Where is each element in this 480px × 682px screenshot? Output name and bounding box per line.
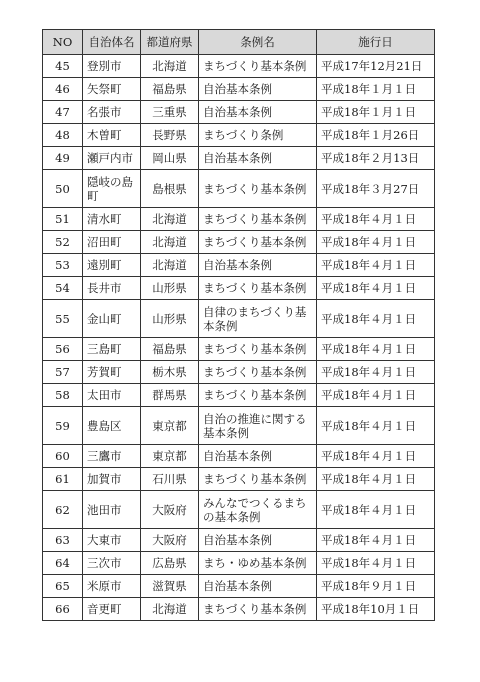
- municipality-cell: 米原市: [83, 575, 141, 598]
- effective-date-cell: 平成18年９月１日: [317, 575, 435, 598]
- ordinance-cell: まちづくり基本条例: [199, 170, 317, 208]
- table-row: [43, 170, 435, 208]
- prefecture-cell: 群馬県: [141, 384, 199, 407]
- table-row: [43, 208, 435, 231]
- prefecture-cell: 北海道: [141, 208, 199, 231]
- ordinance-cell: みんなでつくるまちの基本条例: [199, 491, 317, 529]
- effective-date-cell: 平成18年４月１日: [317, 468, 435, 491]
- header-row: [43, 30, 435, 55]
- table-row: [43, 124, 435, 147]
- effective-date-cell: 平成18年４月１日: [317, 491, 435, 529]
- prefecture-cell: 栃木県: [141, 361, 199, 384]
- row-number: 48: [43, 124, 83, 147]
- municipality-cell: 加賀市: [83, 468, 141, 491]
- table-row: [43, 101, 435, 124]
- row-number: 59: [43, 407, 83, 445]
- municipality-cell: 名張市: [83, 101, 141, 124]
- effective-date-cell: 平成18年４月１日: [317, 208, 435, 231]
- ordinance-cell: まちづくり条例: [199, 124, 317, 147]
- row-number: 56: [43, 338, 83, 361]
- table-row: [43, 55, 435, 78]
- prefecture-cell: 北海道: [141, 55, 199, 78]
- prefecture-cell: 長野県: [141, 124, 199, 147]
- row-number: 64: [43, 552, 83, 575]
- prefecture-cell: 広島県: [141, 552, 199, 575]
- prefecture-cell: 東京都: [141, 407, 199, 445]
- prefecture-cell: 福島県: [141, 78, 199, 101]
- ordinance-cell: まちづくり基本条例: [199, 208, 317, 231]
- ordinance-cell: 自律のまちづくり基本条例: [199, 300, 317, 338]
- ordinance-cell: まちづくり基本条例: [199, 361, 317, 384]
- row-number: 61: [43, 468, 83, 491]
- prefecture-cell: 滋賀県: [141, 575, 199, 598]
- table-row: [43, 384, 435, 407]
- municipality-cell: 音更町: [83, 598, 141, 621]
- header-effective-date: 施行日: [317, 30, 435, 55]
- prefecture-cell: 山形県: [141, 300, 199, 338]
- ordinance-cell: まちづくり基本条例: [199, 277, 317, 300]
- prefecture-cell: 大阪府: [141, 491, 199, 529]
- row-number: 52: [43, 231, 83, 254]
- effective-date-cell: 平成18年４月１日: [317, 445, 435, 468]
- table-row: [43, 468, 435, 491]
- prefecture-cell: 山形県: [141, 277, 199, 300]
- effective-date-cell: 平成18年４月１日: [317, 277, 435, 300]
- row-number: 65: [43, 575, 83, 598]
- ordinance-cell: 自治基本条例: [199, 529, 317, 552]
- prefecture-cell: 東京都: [141, 445, 199, 468]
- table-row: [43, 575, 435, 598]
- ordinance-cell: まちづくり基本条例: [199, 55, 317, 78]
- row-number: 58: [43, 384, 83, 407]
- table-row: [43, 552, 435, 575]
- row-number: 55: [43, 300, 83, 338]
- municipality-cell: 金山町: [83, 300, 141, 338]
- header-ordinance: 条例名: [199, 30, 317, 55]
- row-number: 62: [43, 491, 83, 529]
- table-row: [43, 445, 435, 468]
- prefecture-cell: 三重県: [141, 101, 199, 124]
- effective-date-cell: 平成18年２月13日: [317, 147, 435, 170]
- municipality-cell: 三次市: [83, 552, 141, 575]
- ordinance-cell: 自治基本条例: [199, 445, 317, 468]
- ordinance-cell: 自治基本条例: [199, 147, 317, 170]
- row-number: 47: [43, 101, 83, 124]
- municipality-cell: 三島町: [83, 338, 141, 361]
- prefecture-cell: 島根県: [141, 170, 199, 208]
- header-prefecture: 都道府県: [141, 30, 199, 55]
- row-number: 63: [43, 529, 83, 552]
- effective-date-cell: 平成18年４月１日: [317, 407, 435, 445]
- municipality-cell: 遠別町: [83, 254, 141, 277]
- effective-date-cell: 平成18年10月１日: [317, 598, 435, 621]
- table-row: [43, 491, 435, 529]
- effective-date-cell: 平成18年４月１日: [317, 552, 435, 575]
- municipality-cell: 矢祭町: [83, 78, 141, 101]
- municipality-cell: 沼田町: [83, 231, 141, 254]
- table-header: [43, 30, 435, 55]
- row-number: 54: [43, 277, 83, 300]
- municipality-cell: 芳賀町: [83, 361, 141, 384]
- effective-date-cell: 平成17年12月21日: [317, 55, 435, 78]
- effective-date-cell: 平成18年４月１日: [317, 338, 435, 361]
- row-number: 50: [43, 170, 83, 208]
- table-row: [43, 338, 435, 361]
- header-no: NO: [43, 30, 83, 55]
- municipality-cell: 瀬戸内市: [83, 147, 141, 170]
- municipality-cell: 池田市: [83, 491, 141, 529]
- table-row: [43, 529, 435, 552]
- municipality-cell: 清水町: [83, 208, 141, 231]
- ordinance-cell: 自治基本条例: [199, 575, 317, 598]
- ordinance-cell: 自治基本条例: [199, 254, 317, 277]
- ordinance-cell: まち・ゆめ基本条例: [199, 552, 317, 575]
- table-row: [43, 361, 435, 384]
- effective-date-cell: 平成18年４月１日: [317, 231, 435, 254]
- prefecture-cell: 北海道: [141, 254, 199, 277]
- row-number: 51: [43, 208, 83, 231]
- row-number: 53: [43, 254, 83, 277]
- table-row: [43, 231, 435, 254]
- municipality-cell: 太田市: [83, 384, 141, 407]
- effective-date-cell: 平成18年４月１日: [317, 300, 435, 338]
- table-row: [43, 300, 435, 338]
- effective-date-cell: 平成18年４月１日: [317, 254, 435, 277]
- table-row: [43, 598, 435, 621]
- table-row: [43, 254, 435, 277]
- ordinance-table: [42, 29, 435, 621]
- municipality-cell: 木曽町: [83, 124, 141, 147]
- prefecture-cell: 北海道: [141, 231, 199, 254]
- effective-date-cell: 平成18年４月１日: [317, 384, 435, 407]
- table-row: [43, 78, 435, 101]
- ordinance-cell: まちづくり基本条例: [199, 598, 317, 621]
- row-number: 57: [43, 361, 83, 384]
- table-body: [43, 55, 435, 621]
- ordinance-cell: まちづくり基本条例: [199, 231, 317, 254]
- municipality-cell: 豊島区: [83, 407, 141, 445]
- table-row: [43, 277, 435, 300]
- ordinance-cell: 自治基本条例: [199, 101, 317, 124]
- row-number: 60: [43, 445, 83, 468]
- row-number: 46: [43, 78, 83, 101]
- table-row: [43, 407, 435, 445]
- ordinance-cell: まちづくり基本条例: [199, 384, 317, 407]
- row-number: 49: [43, 147, 83, 170]
- prefecture-cell: 北海道: [141, 598, 199, 621]
- ordinance-cell: まちづくり基本条例: [199, 338, 317, 361]
- effective-date-cell: 平成18年１月26日: [317, 124, 435, 147]
- municipality-cell: 長井市: [83, 277, 141, 300]
- prefecture-cell: 石川県: [141, 468, 199, 491]
- effective-date-cell: 平成18年１月１日: [317, 101, 435, 124]
- ordinance-cell: 自治の推進に関する基本条例: [199, 407, 317, 445]
- ordinance-cell: まちづくり基本条例: [199, 468, 317, 491]
- row-number: 45: [43, 55, 83, 78]
- effective-date-cell: 平成18年４月１日: [317, 529, 435, 552]
- prefecture-cell: 福島県: [141, 338, 199, 361]
- municipality-cell: 隠岐の島町: [83, 170, 141, 208]
- ordinance-cell: 自治基本条例: [199, 78, 317, 101]
- municipality-cell: 登別市: [83, 55, 141, 78]
- header-municipality: 自治体名: [83, 30, 141, 55]
- municipality-cell: 三鷹市: [83, 445, 141, 468]
- effective-date-cell: 平成18年４月１日: [317, 361, 435, 384]
- row-number: 66: [43, 598, 83, 621]
- prefecture-cell: 岡山県: [141, 147, 199, 170]
- municipality-cell: 大東市: [83, 529, 141, 552]
- effective-date-cell: 平成18年１月１日: [317, 78, 435, 101]
- prefecture-cell: 大阪府: [141, 529, 199, 552]
- effective-date-cell: 平成18年３月27日: [317, 170, 435, 208]
- table-row: [43, 147, 435, 170]
